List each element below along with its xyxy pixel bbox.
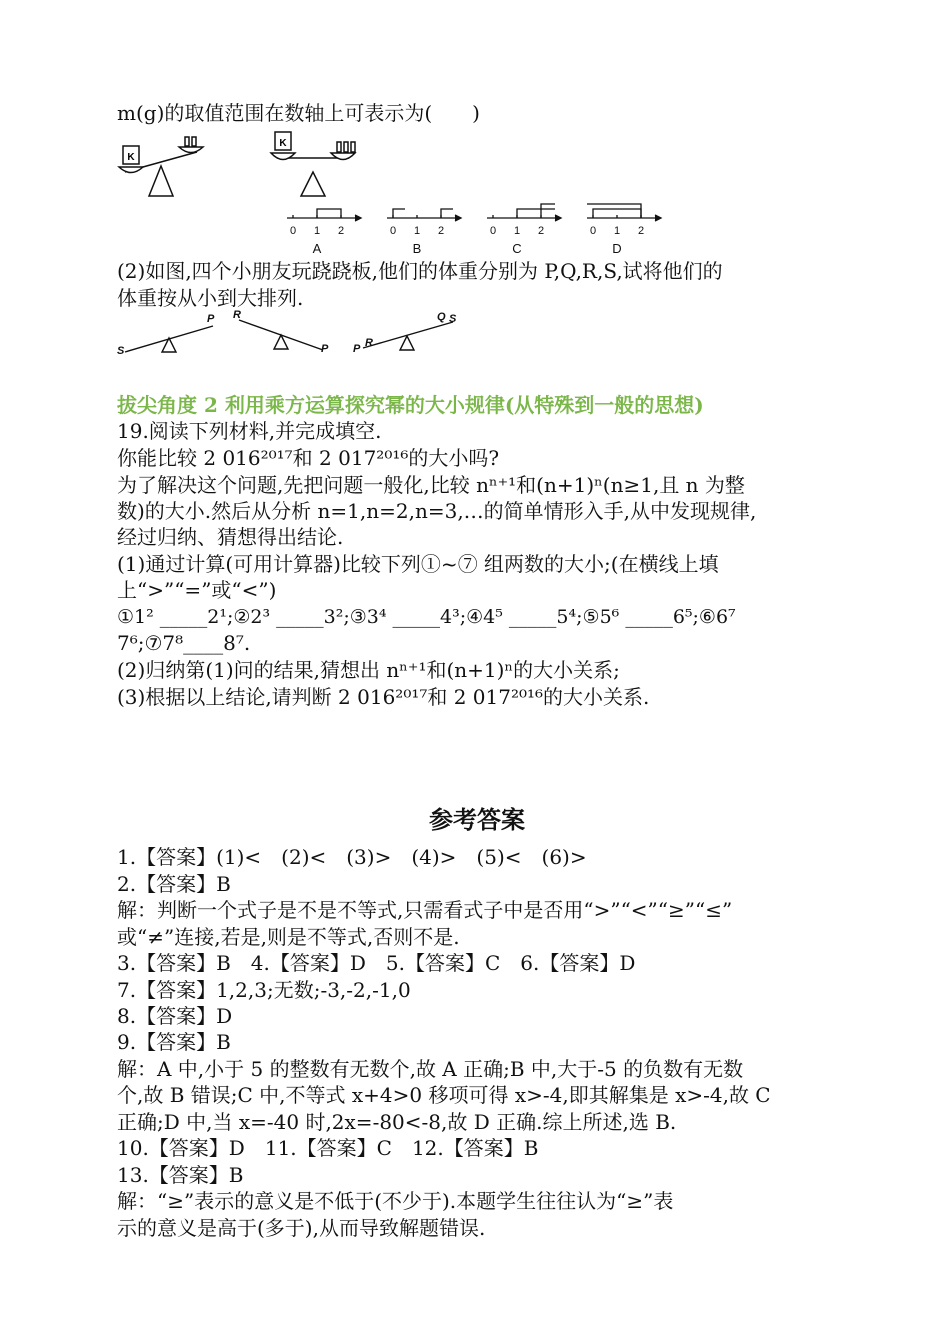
number-line-a: [287, 209, 361, 221]
q19-line: 19.阅读下列材料,并完成填空.: [117, 419, 382, 443]
tick-label: 1: [313, 225, 321, 237]
scale-question-text: m(g)的取值范围在数轴上可表示为( ): [117, 101, 480, 125]
q19-line: (1)通过计算(可用计算器)比较下列①~⑦ 组两数的大小;(在横线上填: [117, 552, 719, 576]
answer-line: 或“≠”连接,若是,则是不等式,否则不是.: [117, 925, 460, 949]
seesaw-2: [239, 320, 323, 350]
q19-line: (2)归纳第(1)问的结果,猜想出 nⁿ⁺¹和(n+1)ⁿ的大小关系;: [117, 658, 620, 682]
number-line-d: [587, 204, 661, 221]
seesaw-3-right-label-b: S: [449, 313, 457, 325]
section-heading: 拔尖角度 2 利用乘方运算探究幂的大小规律(从特殊到一般的思想): [117, 393, 704, 417]
answer-line: 8.【答案】D: [117, 1004, 233, 1028]
answer-line: 9.【答案】B: [117, 1030, 231, 1054]
q19-line: 经过归纳、猜想得出结论.: [117, 525, 344, 549]
tick-label: 0: [289, 225, 297, 237]
tick-label: 2: [337, 225, 345, 237]
weight-label: K: [279, 138, 287, 149]
answer-line: 7.【答案】1,2,3;无数;-3,-2,-1,0: [117, 978, 411, 1002]
tick-label: 2: [637, 225, 645, 237]
seesaw-question-line2: 体重按从小到大排列.: [117, 286, 304, 310]
seesaw-figures: [117, 308, 477, 364]
tick-label: 1: [613, 225, 621, 237]
number-line-b: [387, 209, 461, 221]
q19-line: 数)的大小.然后从分析 n=1,n=2,n=3,…的简单情形入手,从中发现规律,: [117, 499, 757, 523]
seesaw-3: [363, 322, 453, 350]
tick-label: 0: [389, 225, 397, 237]
answer-line: 解：“≥”表示的意义是不低于(不少于).本题学生往往认为“≥”表: [117, 1189, 674, 1213]
weight-label: K: [127, 152, 135, 163]
number-line-options: [287, 200, 787, 260]
seesaw-3-right-label-a: Q: [437, 311, 446, 323]
answer-line: 正确;D 中,当 x=-40 时,2x=-80<-8,故 D 正确.综上所述,选 B.: [117, 1110, 677, 1134]
answer-line: 10.【答案】D 11.【答案】C 12.【答案】B: [117, 1136, 539, 1160]
tick-label: 2: [537, 225, 545, 237]
answer-line: 13.【答案】B: [117, 1163, 244, 1187]
q19-line: ①1² _____2¹;②2³ _____3²;③3⁴ _____4³;④4⁵ _____5⁴;⑤5⁶ _____6⁵;⑥6⁷: [117, 606, 736, 628]
answer-line: 3.【答案】B 4.【答案】D 5.【答案】C 6.【答案】D: [117, 951, 636, 975]
option-label-b: B: [412, 241, 422, 256]
q19-line: 上“>”“=”或“<”): [117, 578, 277, 602]
answer-line: 个,故 B 错误;C 中,不等式 x+4>0 移项可得 x>-4,即其解集是 x>-4,故 C: [117, 1083, 771, 1107]
answer-line: 2.【答案】B: [117, 872, 231, 896]
number-line-c: [487, 204, 561, 221]
balance-scale-figures: [117, 130, 377, 202]
balance-scale-1: [119, 137, 203, 196]
q19-line: 为了解决这个问题,先把问题一般化,比较 nⁿ⁺¹和(n+1)ⁿ(n≥1,且 n 为整: [117, 473, 745, 497]
tick-label: 0: [489, 225, 497, 237]
answer-line: 解：判断一个式子是不是不等式,只需看式子中是否用“>”“<”“≥”“≤”: [117, 898, 733, 922]
answer-line: 解：A 中,小于 5 的整数有无数个,故 A 正确;B 中,大于-5 的负数有无数: [117, 1057, 744, 1081]
option-label-d: D: [612, 241, 622, 256]
seesaw-1-right-label: P: [207, 313, 215, 325]
tick-label: 1: [513, 225, 521, 237]
seesaw-3-left-label-b: R: [365, 337, 373, 349]
q19-line: 你能比较 2 016²⁰¹⁷和 2 017²⁰¹⁶的大小吗?: [117, 446, 500, 470]
seesaw-2-left-label: R: [233, 309, 241, 321]
seesaw-1: [125, 326, 213, 352]
seesaw-3-left-label-a: P: [353, 343, 361, 355]
q19-line: 7⁶;⑦7⁸____8⁷.: [117, 631, 251, 655]
answer-line: 1.【答案】(1)< (2)< (3)> (4)> (5)< (6)>: [117, 845, 587, 869]
tick-label: 1: [413, 225, 421, 237]
seesaw-question-line1: (2)如图,四个小朋友玩跷跷板,他们的体重分别为 P,Q,R,S,试将他们的: [117, 259, 723, 283]
seesaw-1-left-label: S: [117, 345, 125, 357]
q19-line: (3)根据以上结论,请判断 2 016²⁰¹⁷和 2 017²⁰¹⁶的大小关系.: [117, 685, 650, 709]
answer-line: 示的意义是高于(多于),从而导致解题错误.: [117, 1216, 486, 1240]
tick-label: 2: [437, 225, 445, 237]
tick-label: 0: [589, 225, 597, 237]
option-label-c: C: [512, 241, 522, 256]
answers-title: 参考答案: [429, 805, 525, 834]
seesaw-2-right-label: P: [321, 343, 329, 355]
option-label-a: A: [312, 241, 322, 256]
